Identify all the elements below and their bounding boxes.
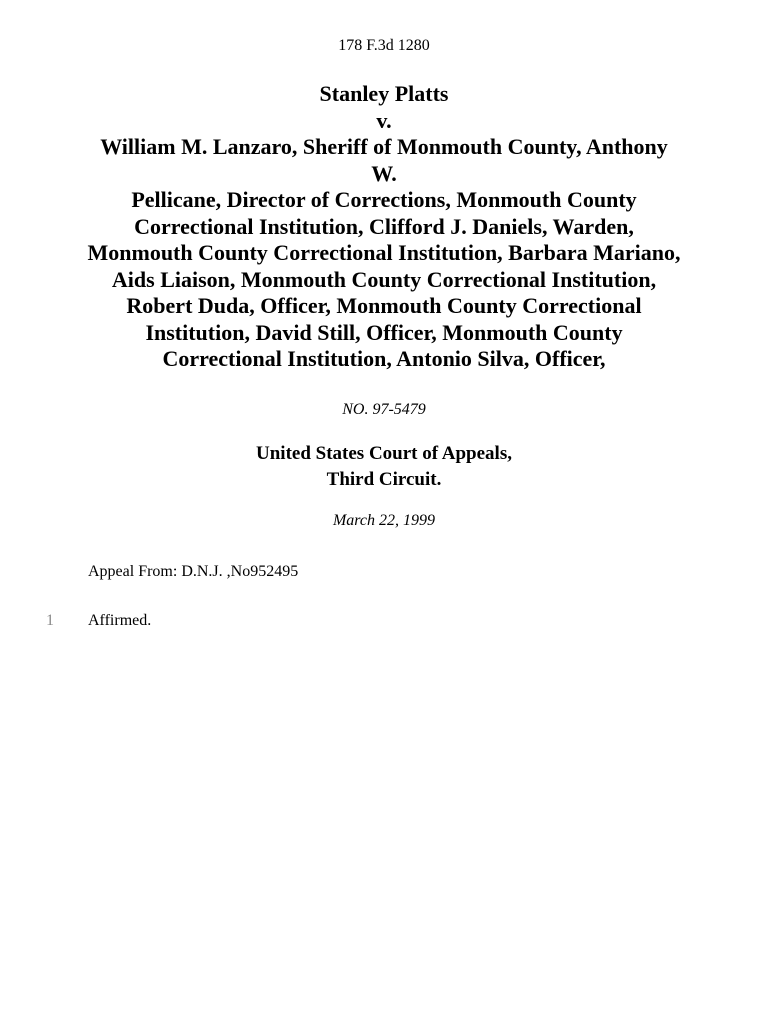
caption-line: Correctional Institution, Antonio Silva, Officer, [162, 346, 606, 371]
opinion-paragraph [0, 611, 768, 631]
caption-line: W. [371, 160, 397, 186]
appeal-from: Appeal From: D.N.J. ,No952495 [88, 563, 299, 580]
caption-line: William M. Lanzaro, Sheriff of Monmouth County, Anthony [100, 134, 668, 159]
decision-date: March 22, 1999 [332, 512, 436, 529]
caption-line: Pellicane, Director of Corrections, Monmouth County [131, 187, 637, 212]
case-citation: 178 F.3d 1280 [338, 37, 430, 54]
case-caption [30, 81, 738, 373]
caption-line: v. [376, 107, 392, 133]
court-name [0, 441, 768, 493]
caption-line: Aids Liaison, Monmouth County Correctional Institution, [111, 266, 657, 292]
docket-number: NO. 97-5479 [342, 401, 426, 418]
caption-line: Correctional Institution, Clifford J. Daniels, Warden, [134, 213, 634, 239]
caption-line: Stanley Platts [319, 81, 449, 106]
court-name-line: United States Court of Appeals, [256, 443, 512, 464]
court-circuit-line: Third Circuit. [326, 469, 442, 490]
paragraph-text: Affirmed. [88, 612, 152, 629]
caption-line: Robert Duda, Officer, Monmouth County Correctional [126, 293, 642, 318]
paragraph-number: 1 [46, 612, 54, 629]
caption-line: Monmouth County Correctional Institution, Barbara Mariano, [87, 240, 681, 265]
caption-line: Institution, David Still, Officer, Monmouth County [145, 319, 623, 345]
